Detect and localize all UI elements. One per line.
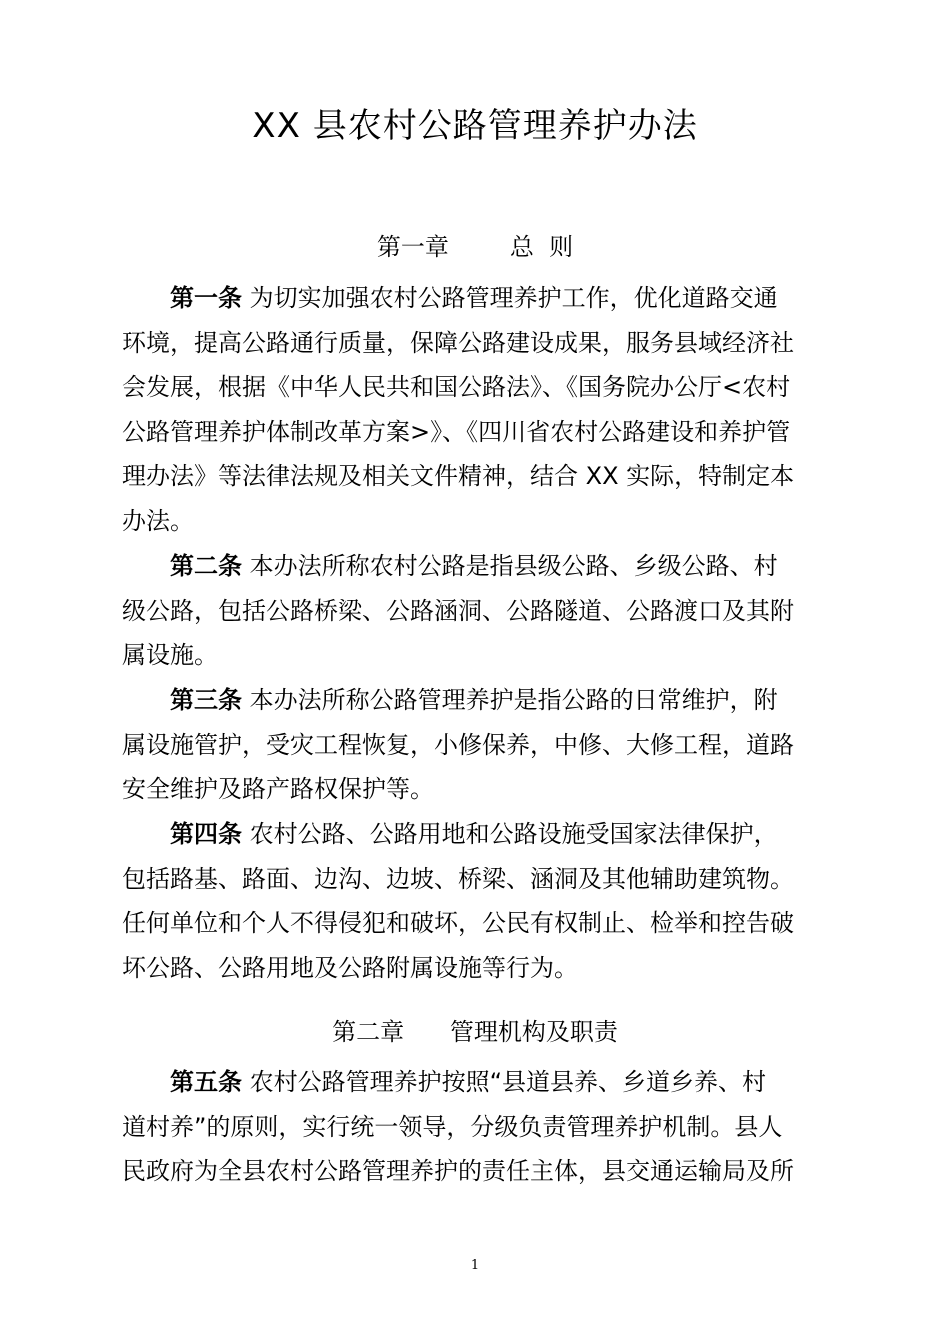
chapter-heading-1: 第一章 总 则 (376, 233, 574, 261)
document-title: XX 县农村公路管理养护办法 (252, 106, 698, 146)
article-1 (122, 276, 834, 544)
article-3-line-3: 安全维护及路产路权保护等。 (122, 775, 434, 804)
article-3-line-1: 第三条 本办法所称公路管理养护是指公路的日常维护，附 (170, 686, 778, 714)
article-4-line-3: 任何单位和个人不得侵犯和破坏，公民有权制止、检举和控告破 (122, 909, 794, 938)
article-5-label: 第五条 (170, 1068, 242, 1096)
article-1-line-3: 会发展，根据《中华人民共和国公路法》、《国务院办公厅<农村 (122, 373, 791, 402)
article-5-line-3: 民政府为全县农村公路管理养护的责任主体，县交通运输局及所 (122, 1157, 794, 1186)
article-1-line-2: 环境，提高公路通行质量，保障公路建设成果，服务县域经济社 (122, 328, 794, 357)
article-4-line-4: 坏公路、公路用地及公路附属设施等行为。 (122, 953, 578, 982)
article-5-line-2: 道村养”的原则，实行统一领导，分级负责管理养护机制。县人 (122, 1112, 783, 1141)
article-5 (122, 1060, 834, 1194)
article-2-line-3: 属设施。 (122, 641, 218, 670)
article-1-line-4: 公路管理养护体制改革方案>》、《四川省农村公路建设和养护管 (122, 417, 791, 446)
chapter-heading-2: 第二章 管理机构及职责 (332, 1018, 618, 1046)
article-3-line-2: 属设施管护，受灾工程恢复，小修保养，中修、大修工程，道路 (122, 730, 794, 759)
article-1-line-5: 理办法》等法律法规及相关文件精神，结合 XX 实际，特制定本 (122, 462, 795, 491)
article-2-label: 第二条 (170, 552, 242, 580)
article-5-line-1: 第五条 农村公路管理养护按照“县道县养、乡道乡养、村 (170, 1068, 767, 1096)
article-4-label: 第四条 (170, 820, 242, 848)
article-4-line-1: 第四条 农村公路、公路用地和公路设施受国家法律保护， (170, 820, 778, 848)
article-2-line-2: 级公路，包括公路桥梁、公路涵洞、公路隧道、公路渡口及其附 (122, 596, 794, 625)
article-1-line-6: 办法。 (122, 506, 194, 535)
article-4-line-2: 包括路基、路面、边沟、边坡、桥梁、涵洞及其他辅助建筑物。 (122, 864, 794, 893)
page-number: 1 (470, 1258, 480, 1273)
article-1-label: 第一条 (170, 284, 242, 312)
article-3 (122, 678, 834, 812)
article-4 (122, 812, 834, 990)
article-1-line-1: 第一条 为切实加强农村公路管理养护工作，优化道路交通 (170, 284, 778, 312)
article-2-line-1: 第二条 本办法所称农村公路是指县级公路、乡级公路、村 (170, 552, 778, 580)
article-2 (122, 544, 834, 678)
article-3-label: 第三条 (170, 686, 242, 714)
